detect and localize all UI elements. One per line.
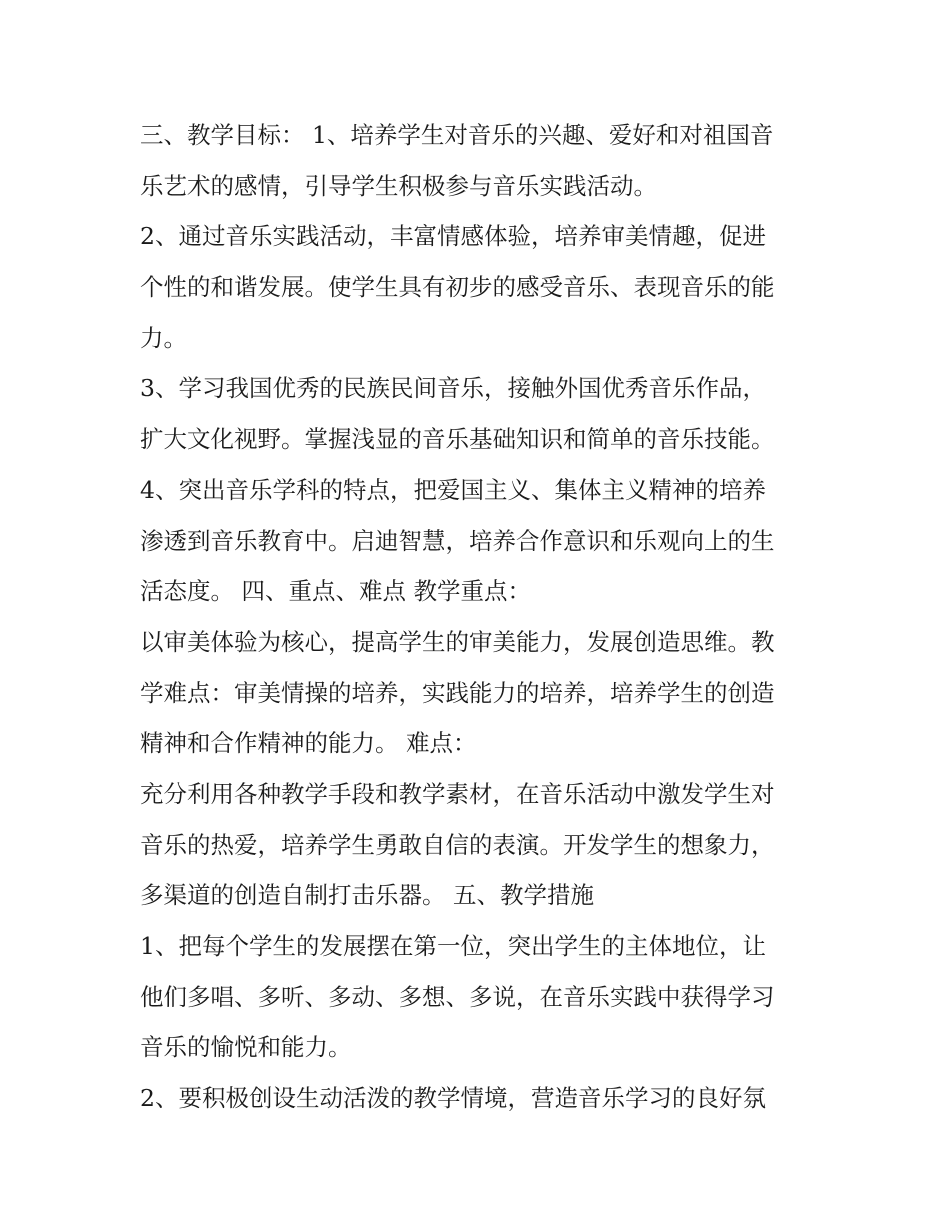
text-line: 精神和合作精神的能力。 难点： xyxy=(140,729,477,758)
text-line: 三、教学目标： 1、培养学生对音乐的兴趣、爱好和对祖国音 xyxy=(140,121,774,149)
text-line: 1、把每个学生的发展摆在第一位，突出学生的主体地位，让 xyxy=(140,932,766,960)
text-line: 2、通过音乐实践活动，丰富情感体验，培养审美情趣，促进 xyxy=(140,222,766,251)
body-text xyxy=(140,110,830,1124)
text-line: 4、突出音乐学科的特点，把爱国主义、集体主义精神的培养 xyxy=(140,475,766,504)
text-line: 以审美体验为核心，提高学生的审美能力，发展创造思维。教 xyxy=(140,627,775,656)
text-line: 充分利用各种教学手段和教学素材，在音乐活动中激发学生对 xyxy=(140,779,775,808)
text-line: 学难点：审美情操的培养，实践能力的培养，培养学生的创造 xyxy=(140,678,775,707)
text-line: 3、学习我国优秀的民族民间音乐，接触外国优秀音乐作品， xyxy=(140,374,766,403)
text-line: 个性的和谐发展。使学生具有初步的感受音乐、表现音乐的能 xyxy=(140,273,775,302)
text-line: 2、要积极创设生动活泼的教学情境，营造音乐学习的良好氛 xyxy=(140,1084,766,1113)
text-line: 音乐的愉悦和能力。 xyxy=(140,1033,352,1062)
text-line: 多渠道的创造自制打击乐器。 五、教学措施 xyxy=(140,881,594,910)
text-line: 渗透到音乐教育中。启迪智慧，培养合作意识和乐观向上的生 xyxy=(140,526,775,555)
text-line: 乐艺术的感情，引导学生积极参与音乐实践活动。 xyxy=(140,171,657,200)
text-line: 力。 xyxy=(140,323,187,352)
text-line: 他们多唱、多听、多动、多想、多说，在音乐实践中获得学习 xyxy=(140,982,775,1011)
text-line: 扩大文化视野。掌握浅显的音乐基础知识和简单的音乐技能。 xyxy=(140,425,775,454)
text-line: 活态度。 四、重点、难点 教学重点： xyxy=(140,577,531,606)
text-line: 音乐的热爱，培养学生勇敢自信的表演。开发学生的想象力， xyxy=(140,830,775,859)
